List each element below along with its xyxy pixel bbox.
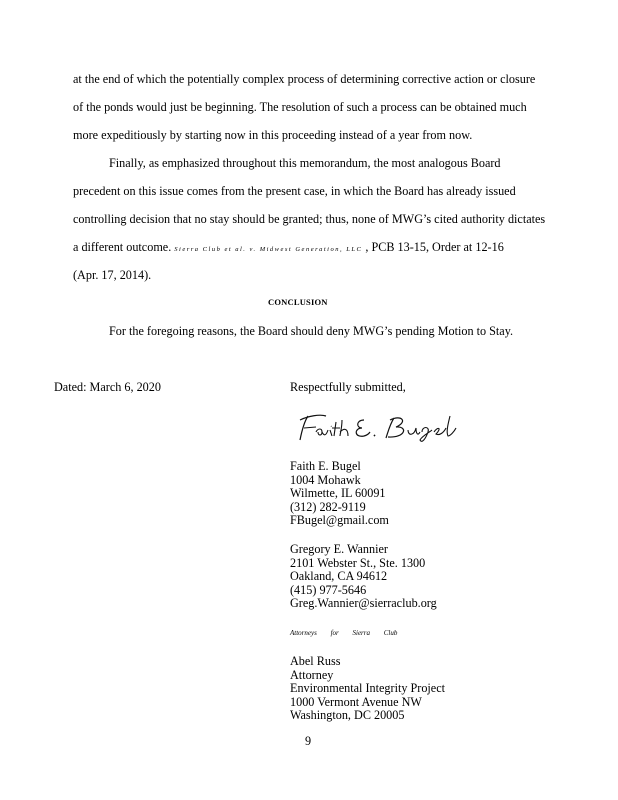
body-line-5: precedent on this issue comes from the present case, in which the Board has already issued (73, 184, 516, 198)
conclusion-text: For the foregoing reasons, the Board should deny MWG’s pending Motion to Stay. (109, 324, 514, 338)
attorney-1-block (290, 460, 389, 528)
attorney-1-phone: (312) 282-9119 (290, 499, 366, 514)
attorney-2-phone: (415) 977-5646 (290, 582, 367, 597)
attorney-1-street: 1004 Mohawk (290, 472, 361, 487)
page-number: 9 (305, 734, 312, 748)
body-line-2: of the ponds would just be beginning. The resolution of such a process can be obtained much (73, 100, 527, 114)
attorney-1-name: Faith E. Bugel (290, 459, 361, 473)
attorney-3-name: Abel Russ (290, 654, 341, 668)
attorneys-for-line: Attorneys for Sierra Club (290, 629, 398, 637)
body-line-7-suffix: , PCB 13-15, Order at 12-16 (365, 240, 504, 254)
body-line-7-prefix: a different outcome. (73, 240, 172, 254)
conclusion-heading: CONCLUSION (268, 297, 328, 307)
attorney-3-city: Washington, DC 20005 (290, 708, 405, 723)
attorney-2-street: 2101 Webster St., Ste. 1300 (290, 555, 426, 570)
attorney-3-title: Attorney (290, 667, 334, 682)
attorney-3-street: 1000 Vermont Avenue NW (290, 694, 422, 709)
body-line-3: more expeditiously by starting now in this proceeding instead of a year from now. (73, 128, 473, 142)
attorney-3-organization: Environmental Integrity Project (290, 681, 446, 696)
body-line-8: (Apr. 17, 2014). (73, 268, 152, 282)
attorney-2-name: Gregory E. Wannier (290, 542, 388, 556)
attorney-3-block (290, 655, 445, 723)
attorney-2-city: Oakland, CA 94612 (290, 569, 388, 584)
body-line-7 (73, 241, 504, 254)
signature-image (290, 410, 460, 446)
closing-line: Respectfully submitted, (290, 380, 406, 394)
body-line-1: at the end of which the potentially complex process of determining corrective action or closure (73, 72, 536, 86)
attorney-2-block (290, 543, 437, 611)
body-line-4: Finally, as emphasized throughout this memorandum, the most analogous Board (109, 156, 501, 170)
case-citation: Sierra Club et al. v. Midwest Generation, LLC (174, 246, 363, 253)
body-line-6: controlling decision that no stay should be granted; thus, none of MWG’s cited authority dictates (73, 212, 546, 226)
dated-line: Dated: March 6, 2020 (54, 380, 161, 394)
attorney-1-email: FBugel@gmail.com (290, 513, 389, 528)
attorney-1-city: Wilmette, IL 60091 (290, 486, 386, 501)
attorney-2-email: Greg.Wannier@sierraclub.org (290, 596, 437, 611)
